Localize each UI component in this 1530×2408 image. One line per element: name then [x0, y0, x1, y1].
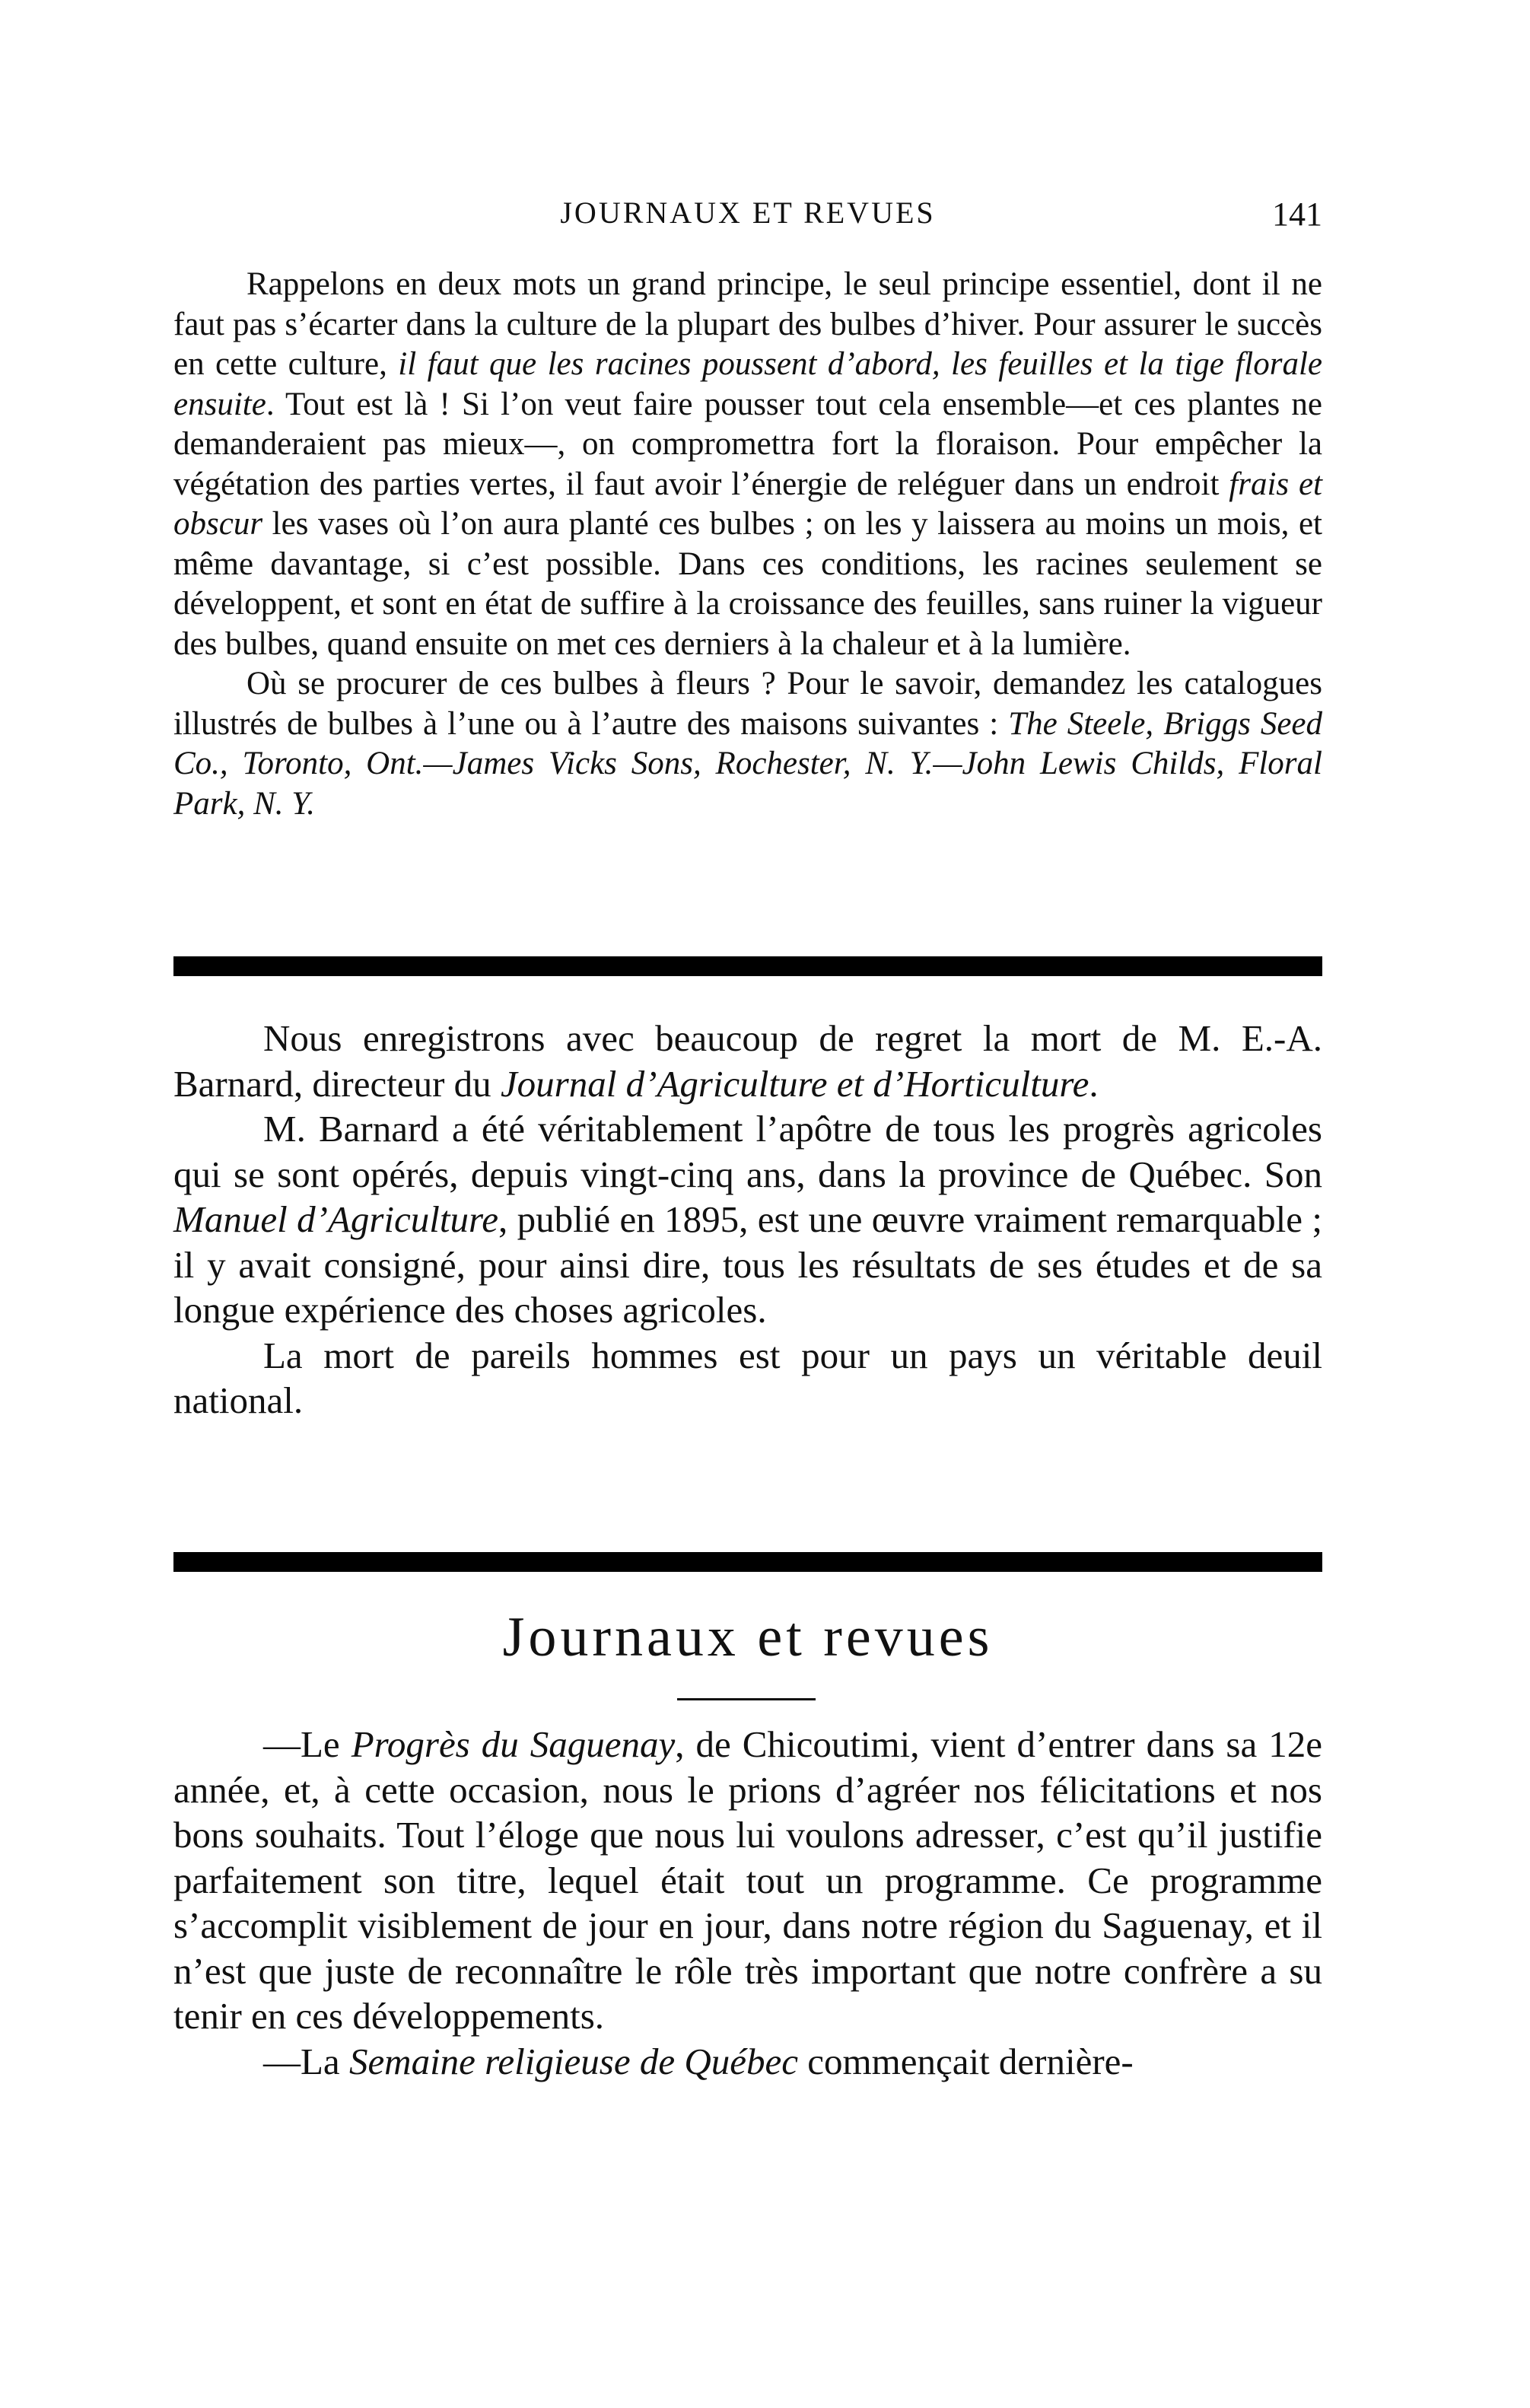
journaux-p1-text-a: —Le — [263, 1723, 351, 1765]
bulbs-p2-text-a: Où se procurer de ces bulbes à fleurs ? Pour le savoir, demandez les catalogues illustrés de bulbes à l’une ou à l’autre des maisons suivantes : — [173, 666, 1322, 742]
obituary-paragraph-1 — [173, 1016, 1322, 1106]
obituary-p2-text-b: , publié en 1895, est une œuvre vraiment remarquable ; il y avait consigné, pour ainsi dire, tous les résultats de ses études et de sa longue expérience des choses agricoles. — [173, 1198, 1322, 1331]
journaux-p2-text-b: commençait dernière- — [797, 2040, 1134, 2082]
journaux-p2-text-a: —La — [263, 2040, 349, 2082]
journaux-paragraph-1 — [173, 1722, 1322, 2039]
obituary-paragraph-2 — [173, 1106, 1322, 1333]
bulbs-p1-italic: il faut que les racines poussent d’abord, les feuilles et la tige florale ensuite — [173, 346, 1322, 422]
bulbs-p1-text-c: les vases où l’on aura planté ces bulbes ; on les y laissera au moins un mois, et même davantage, si c’est possible. Dans ces conditions, les racines seulement se développent, et sont en état de suffire à la croissance des feuilles, sans ruiner la vigueur des bulbes, quand ensuite on met ces derniers à la chaleur et à la lumière. — [173, 506, 1322, 662]
page-number: 141 — [1272, 196, 1322, 233]
bulbs-p1-italic-2: frais et obscur — [173, 466, 1322, 542]
section-divider-1 — [173, 956, 1322, 976]
title-underline — [677, 1698, 816, 1700]
bulbs-p1-text-a: Rappelons en deux mots un grand principe, le seul principe essentiel, dont il ne faut pas s’écarter dans la culture de la plupart des bulbes d’hiver. Pour assurer le succès en cette culture, — [173, 266, 1322, 382]
journaux-paragraph-2 — [173, 2039, 1322, 2085]
obituary-p1-text-a: Nous enregistrons avec beaucoup de regret la mort de M. E.-A. Barnard, directeur du — [173, 1017, 1322, 1105]
bulbs-article — [173, 265, 1322, 824]
bulbs-paragraph-1 — [173, 265, 1322, 664]
section-divider-2 — [173, 1552, 1322, 1572]
obituary-p1-text-b: . — [1089, 1062, 1099, 1105]
bulbs-paragraph-2 — [173, 664, 1322, 824]
journaux-article — [173, 1722, 1322, 2084]
bulbs-p1-text-b: . Tout est là ! Si l’on veut faire pousser tout cela ensemble—et ces plantes ne demanderaient pas mieux—, on compromettra fort la floraison. Pour empêcher la végétation des parties vertes, il faut avoir l’énergie de reléguer dans un endroit — [173, 386, 1322, 502]
obituary-article — [173, 1016, 1322, 1423]
obituary-p2-italic: Manuel d’Agriculture — [173, 1198, 498, 1240]
page-header — [173, 195, 1322, 240]
bulbs-p2-italic: The Steele, Briggs Seed Co., Toronto, Ont.—James Vicks Sons, Rochester, N. Y.—John Lewis Childs, Floral Park, N. Y. — [173, 705, 1322, 822]
journaux-p2-italic: Semaine religieuse de Québec — [348, 2040, 798, 2082]
journaux-p1-text-b: , de Chicoutimi, vient d’entrer dans sa 12e année, et, à cette occasion, nous le prions d’agréer nos félicitations et nos bons souhaits. Tout l’éloge que nous lui voulons adresser, c’est qu’il justifie parfaitement son titre, lequel était tout un programme. Ce programme s’accomplit visiblement de jour en jour, dans notre région du Saguenay, et il n’est que juste de reconnaître le rôle très important que notre confrère a su tenir en ces développements. — [173, 1723, 1322, 2037]
section-title: Journaux et revues — [502, 1606, 994, 1668]
journaux-p1-italic: Progrès du Saguenay — [351, 1723, 676, 1765]
running-title: JOURNAUX ET REVUES — [560, 196, 936, 230]
obituary-p1-italic: Journal d’Agriculture et d’Horticulture — [500, 1062, 1089, 1105]
obituary-p2-text-a: M. Barnard a été véritablement l’apôtre de tous les progrès agricoles qui se sont opérés, depuis vingt-cinq ans, dans la province de Québec. Son — [173, 1108, 1322, 1195]
obituary-paragraph-3: La mort de pareils hommes est pour un pays un véritable deuil national. — [173, 1334, 1322, 1421]
